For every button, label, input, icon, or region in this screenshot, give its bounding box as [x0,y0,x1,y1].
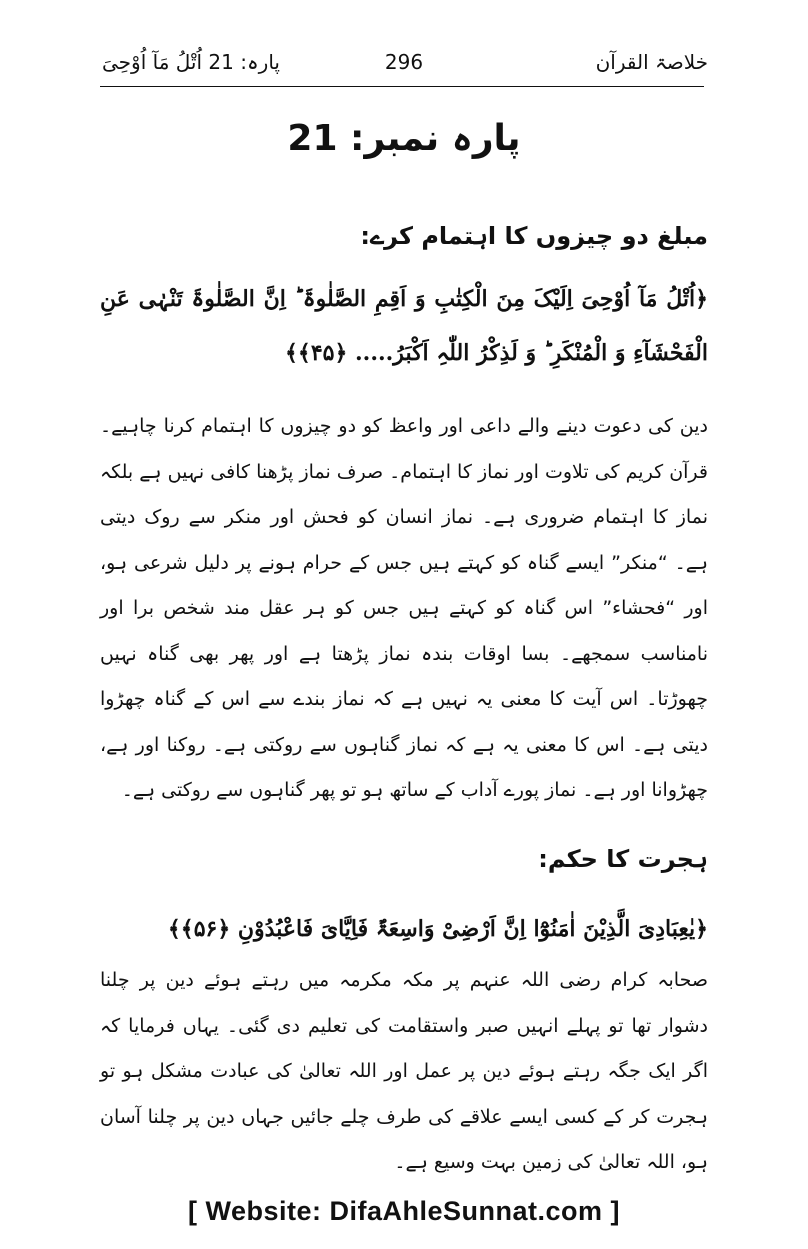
header-para-label: پارہ: 21 اُتْلُ مَآ اُوْحِیَ [102,50,280,74]
quran-verse-ankabut-45: ﴿اُتْلُ مَآ اُوْحِیَ اِلَیْکَ مِنَ الْکِتٰبِ وَ اَقِمِ الصَّلٰوۃَ ؕ اِنَّ الصَّلٰوۃَ تَنْہٰی عَنِ الْفَحْشَآءِ وَ الْمُنْکَرِ ؕ وَ لَذِکْرُ اللّٰہِ اَکْبَرُ..... ﴿۴۵﴾﴾ [100,286,708,366]
section-heading-preacher: مبلغ دو چیزوں کا اہتمام کرے: [360,222,708,250]
website-footer: [ Website: DifaAhleSunnat.com ] [187,1196,621,1226]
section-heading-hijrah: ہجرت کا حکم: [538,845,708,873]
header-page-number: 296 [384,50,424,74]
header-book-title: خلاصۃ القرآن [595,50,708,74]
commentary-paragraph-1: دین کی دعوت دینے والے داعی اور واعظ کو دو چیزوں کا اہتمام کرنا چاہیے۔ قرآن کریم کی تلاوت اور نماز کا اہتمام۔ صرف نماز پڑھنا کافی نہیں ہے بلکہ نماز کا اہتمام ضروری ہے۔ نماز انسان کو فحش اور منکر سے روک دیتی ہے۔ “منکر” ایسے گناہ کو کہتے ہیں جس کے حرام ہونے پر دلیل شرعی ہو، اور “فحشاء” اس گناہ کو کہتے ہیں جس کو ہر عقل مند شخص برا اور نامناسب سمجھے۔ بسا اوقات بندہ نماز پڑھتا ہے اور پھر بھی گناہ نہیں چھوڑتا۔ اس آیت کا معنی یہ نہیں ہے کہ نماز بندے سے اس کے گناہ چھڑوا دیتی ہے۔ اس کا معنی یہ ہے کہ نماز گناہوں سے روکتی ہے۔ روکنا اور ہے، چھڑوانا اور ہے۔ نماز پورے آداب کے ساتھ ہو تو پھر گناہوں سے روکتی ہے۔ [100,415,708,801]
commentary-paragraph-2: صحابہ کرام رضی اللہ عنہم پر مکہ مکرمہ میں رہتے ہوئے دین پر چلنا دشوار تھا تو پہلے انہیں صبر واستقامت کی تعلیم دی گئی۔ یہاں فرمایا کہ اگر ایک جگہ رہتے ہوئے دین پر عمل اور اللہ تعالیٰ کی عبادت مشکل ہو تو ہجرت کر کے کسی ایسے علاقے کی طرف چلے جائیں جہاں دین پر چلنا آسان ہو، اللہ تعالیٰ کی زمین بہت وسیع ہے۔ [100,969,708,1173]
header-divider [100,86,704,87]
quran-verse-ankabut-56: ﴿یٰعِبَادِیَ الَّذِیْنَ اٰمَنُوْٓا اِنَّ اَرْضِیْ وَاسِعَۃٌ فَاِیَّایَ فَاعْبُدُوْنِ ﴿۵۶﴾﴾ [167,916,708,942]
page-title: پارہ نمبر: 21 [287,118,521,159]
